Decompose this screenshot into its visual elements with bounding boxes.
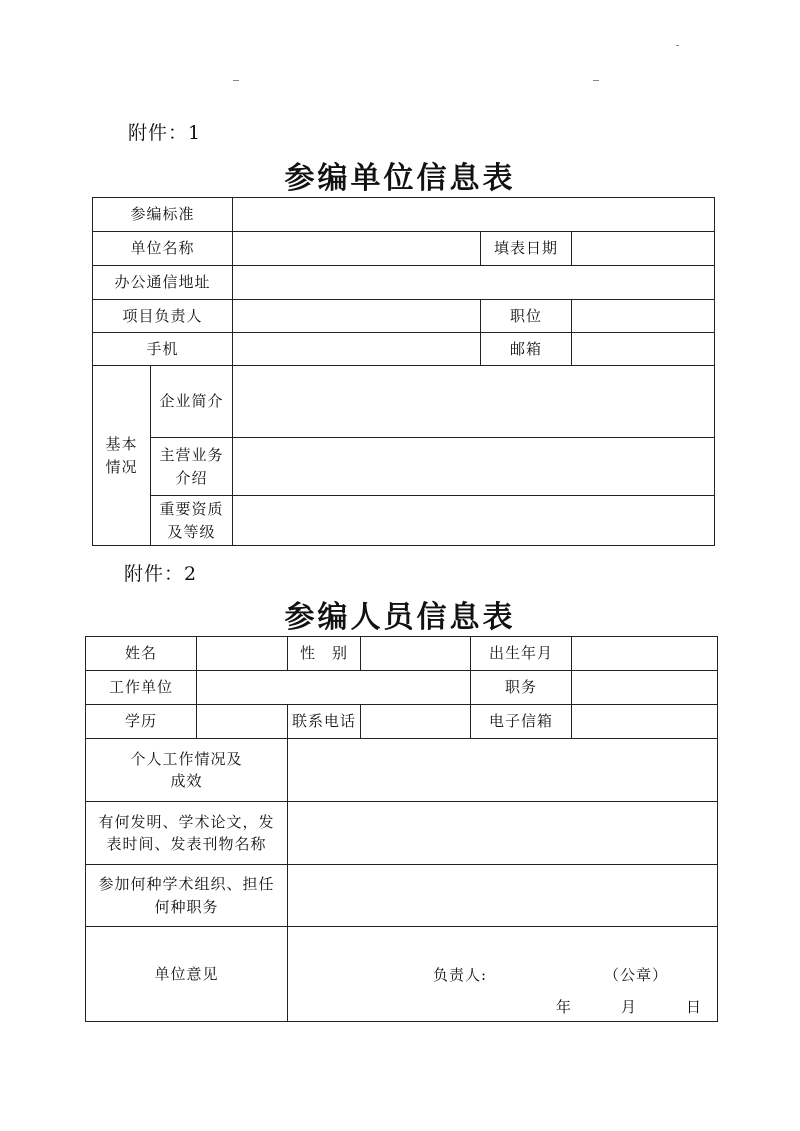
scan-speck — [233, 80, 239, 81]
mobile-field[interactable] — [233, 333, 481, 366]
work-performance-label: 个人工作情况及成效 — [86, 739, 288, 802]
email-label: 邮箱 — [481, 333, 572, 366]
gender-field[interactable] — [361, 637, 471, 671]
responsible-label: 负责人: — [433, 966, 488, 984]
seal-label: （公章） — [604, 966, 669, 984]
email-field[interactable] — [572, 333, 715, 366]
name-field[interactable] — [197, 637, 288, 671]
address-field[interactable] — [233, 266, 715, 300]
org-label: 参加何种学术组织、担任何种职务 — [86, 865, 288, 927]
leader-label: 项目负责人 — [93, 300, 233, 333]
work-performance-field[interactable] — [288, 739, 718, 802]
unit-opinion-label: 单位意见 — [86, 927, 288, 1022]
work-unit-label: 工作单位 — [86, 671, 197, 705]
company-intro-field[interactable] — [233, 366, 715, 438]
phone-label: 联系电话 — [288, 705, 361, 739]
attachment-2-label: 附件：2 — [124, 563, 198, 585]
main-business-field[interactable] — [233, 438, 715, 496]
unit-info-table — [92, 197, 715, 546]
qualification-field[interactable] — [233, 496, 715, 546]
attachment-1-label: 附件：1 — [128, 122, 202, 144]
birth-label: 出生年月 — [471, 637, 572, 671]
duty-field[interactable] — [572, 671, 718, 705]
main-business-label: 主营业务介绍 — [151, 438, 233, 496]
invention-field[interactable] — [288, 802, 718, 865]
scan-speck — [676, 45, 679, 46]
address-label: 办公通信地址 — [93, 266, 233, 300]
duty-label: 职务 — [471, 671, 572, 705]
email-field[interactable] — [572, 705, 718, 739]
position-label: 职位 — [481, 300, 572, 333]
org-field[interactable] — [288, 865, 718, 927]
unit-name-field[interactable] — [233, 232, 481, 266]
work-unit-field[interactable] — [197, 671, 471, 705]
standard-field[interactable] — [233, 198, 715, 232]
scan-speck — [593, 80, 599, 81]
education-label: 学历 — [86, 705, 197, 739]
invention-label: 有何发明、学术论文，发表时间、发表刊物名称 — [86, 802, 288, 865]
email-label: 电子信箱 — [471, 705, 572, 739]
day-label: 日 — [686, 998, 703, 1016]
name-label: 姓名 — [86, 637, 197, 671]
month-label: 月 — [621, 998, 638, 1016]
gender-label: 性 别 — [288, 637, 361, 671]
fill-date-label: 填表日期 — [481, 232, 572, 266]
position-field[interactable] — [572, 300, 715, 333]
year-label: 年 — [556, 998, 573, 1016]
company-intro-label: 企业简介 — [151, 366, 233, 438]
qualification-label: 重要资质及等级 — [151, 496, 233, 546]
basic-info-label: 基本情况 — [93, 366, 151, 546]
fill-date-field[interactable] — [572, 232, 715, 266]
birth-field[interactable] — [572, 637, 718, 671]
leader-field[interactable] — [233, 300, 481, 333]
unit-name-label: 单位名称 — [93, 232, 233, 266]
standard-label: 参编标准 — [93, 198, 233, 232]
phone-field[interactable] — [361, 705, 471, 739]
mobile-label: 手机 — [93, 333, 233, 366]
unit-form-title: 参编单位信息表 — [284, 161, 516, 196]
education-field[interactable] — [197, 705, 288, 739]
personnel-form-title: 参编人员信息表 — [284, 600, 516, 635]
